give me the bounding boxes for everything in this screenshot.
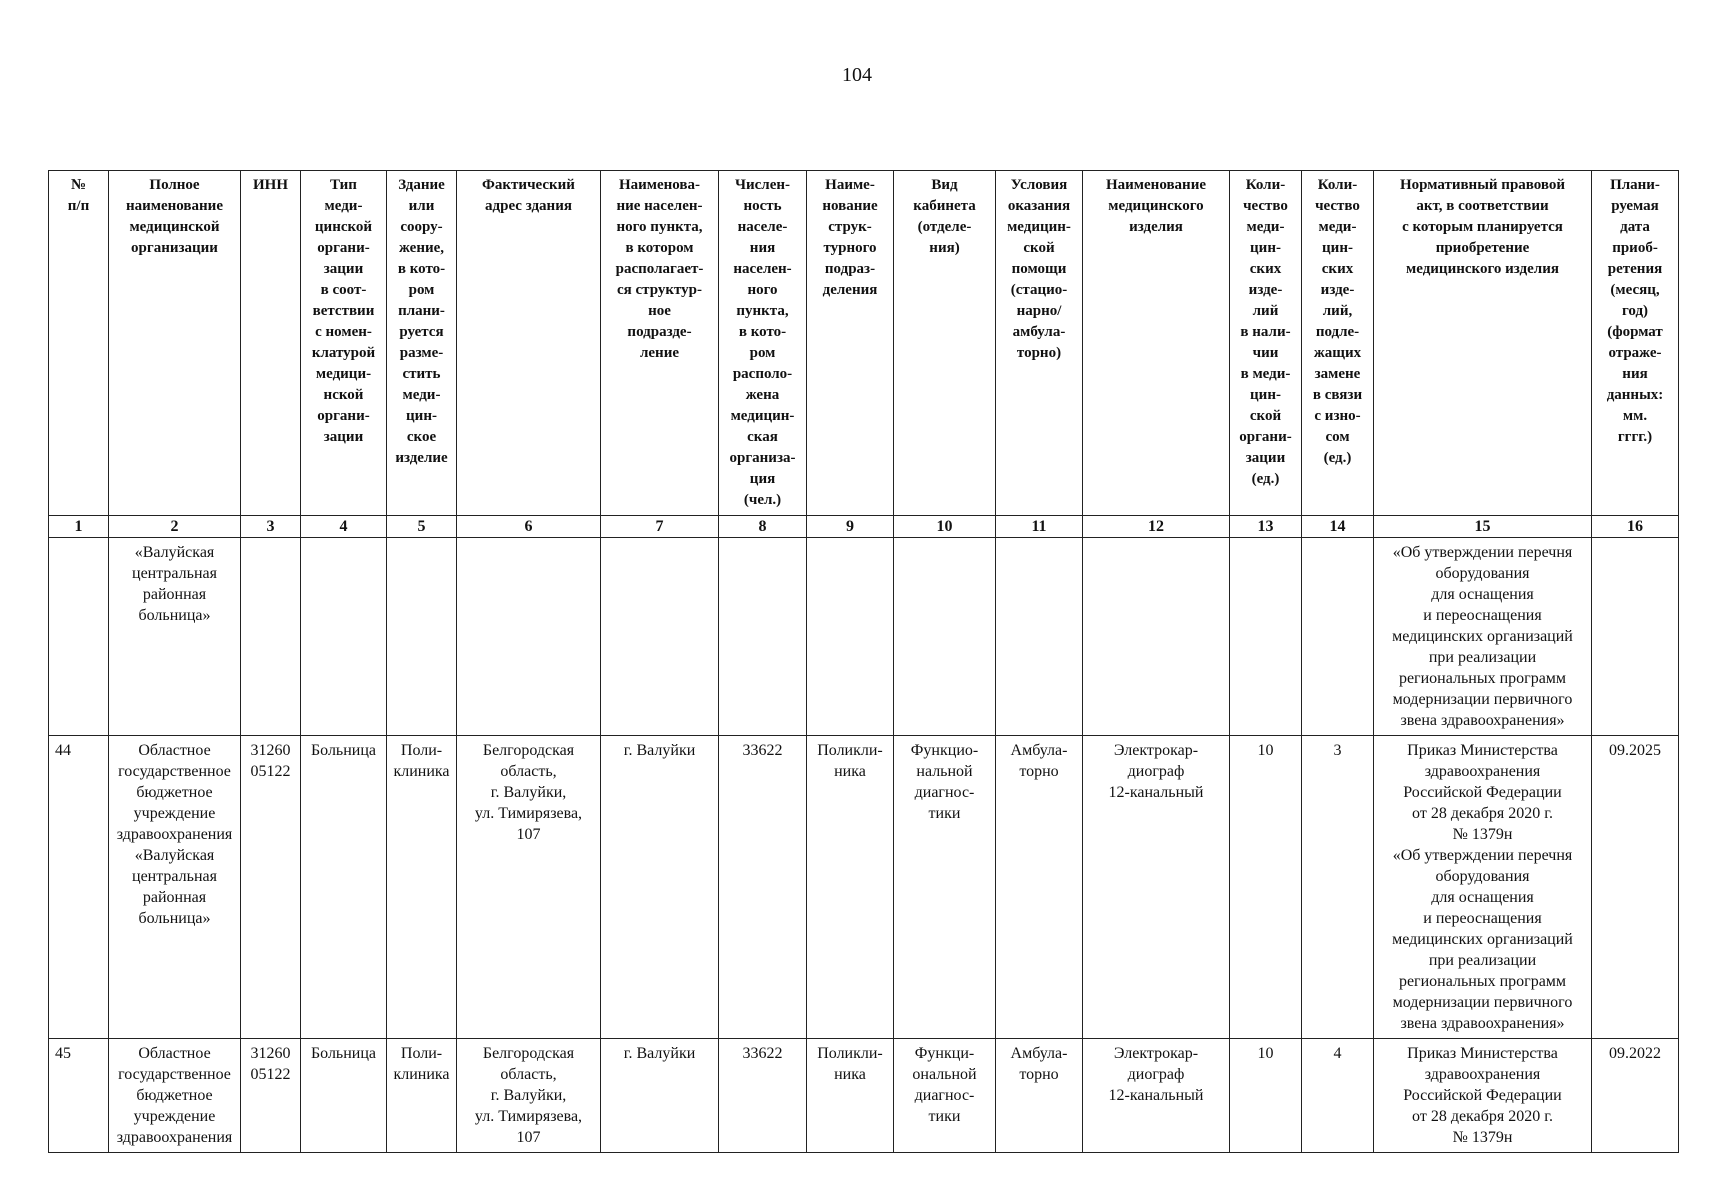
cell-legal-act: Приказ Министерства здравоохранения Российской Федерации от 28 декабря 2020 г. № 1379н — [1374, 1039, 1592, 1153]
column-number: 14 — [1302, 516, 1374, 538]
cell-inn — [241, 538, 301, 736]
column-number: 1 — [49, 516, 109, 538]
header-cell-org-name: Полное наименование медицинской организации — [109, 171, 241, 516]
page-number: 104 — [842, 64, 872, 86]
cell-org-name: Областное государственное бюджетное учреждение здравоохранения — [109, 1039, 241, 1153]
column-number: 7 — [601, 516, 719, 538]
header-cell-date: Плани- руемая дата приоб- ретения (месяц, год) (формат отраже- ния данных: мм. гггг.) — [1592, 171, 1679, 516]
header-cell-settlement: Наименова- ние населен- ного пункта, в котором располагает- ся структур- ное подразде- ление — [601, 171, 719, 516]
cell-settlement: г. Валуйки — [601, 736, 719, 1039]
cell-no: 44 — [49, 736, 109, 1039]
column-number: 9 — [807, 516, 894, 538]
cell-date: 09.2025 — [1592, 736, 1679, 1039]
column-number: 15 — [1374, 516, 1592, 538]
header-cell-legal-act: Нормативный правовой акт, в соответствии с которым планируется приобретение медицинского изделия — [1374, 171, 1592, 516]
cell-building: Поли- клиника — [387, 736, 457, 1039]
column-number: 8 — [719, 516, 807, 538]
cell-date: 09.2022 — [1592, 1039, 1679, 1153]
cell-device: Электрокар- диограф 12-канальный — [1083, 736, 1230, 1039]
column-number: 12 — [1083, 516, 1230, 538]
cell-population — [719, 538, 807, 736]
cell-conditions: Амбула- торно — [996, 1039, 1083, 1153]
cell-qty-available: 10 — [1230, 736, 1302, 1039]
cell-org-type — [301, 538, 387, 736]
cell-qty-replace: 3 — [1302, 736, 1374, 1039]
cell-qty-replace: 4 — [1302, 1039, 1374, 1153]
cell-conditions: Амбула- торно — [996, 736, 1083, 1039]
header-cell-device: Наименование медицинского изделия — [1083, 171, 1230, 516]
cell-address: Белгородская область, г. Валуйки, ул. Тимирязева, 107 — [457, 736, 601, 1039]
cell-address — [457, 538, 601, 736]
column-number: 3 — [241, 516, 301, 538]
cell-settlement — [601, 538, 719, 736]
header-cell-cabinet: Вид кабинета (отделе- ния) — [894, 171, 996, 516]
column-number: 5 — [387, 516, 457, 538]
header-cell-conditions: Условия оказания медицин- ской помощи (стацио- нарно/ амбула- торно) — [996, 171, 1083, 516]
cell-unit: Поликли- ника — [807, 1039, 894, 1153]
column-number: 2 — [109, 516, 241, 538]
cell-population: 33622 — [719, 736, 807, 1039]
cell-population: 33622 — [719, 1039, 807, 1153]
cell-org-type: Больница — [301, 736, 387, 1039]
column-number-row — [49, 516, 1679, 538]
header-cell-inn: ИНН — [241, 171, 301, 516]
cell-org-name: Областное государственное бюджетное учреждение здравоохранения «Валуйская центральная районная больница» — [109, 736, 241, 1039]
table-row — [49, 1039, 1679, 1153]
cell-qty-available: 10 — [1230, 1039, 1302, 1153]
equipment-table — [48, 170, 1679, 1153]
header-cell-qty-available: Коли- чество меди- цин- ских изде- лий в нали- чии в меди- цин- ской органи- зации (ед.) — [1230, 171, 1302, 516]
table-row — [49, 736, 1679, 1039]
cell-building: Поли- клиника — [387, 1039, 457, 1153]
header-cell-building: Здание или соору- жение, в кото- ром плани- руется разме- стить меди- цин- ское изделие — [387, 171, 457, 516]
header-cell-address: Фактический адрес здания — [457, 171, 601, 516]
cell-qty-replace — [1302, 538, 1374, 736]
column-number: 10 — [894, 516, 996, 538]
column-number: 4 — [301, 516, 387, 538]
header-cell-unit: Наиме- нование струк- турного подраз- деления — [807, 171, 894, 516]
column-number: 6 — [457, 516, 601, 538]
cell-inn: 31260 05122 — [241, 1039, 301, 1153]
header-cell-population: Числен- ность населе- ния населен- ного пункта, в кото- ром располо- жена медицин- ская организа- ция (чел.) — [719, 171, 807, 516]
header-cell-no: № п/п — [49, 171, 109, 516]
cell-legal-act: Приказ Министерства здравоохранения Российской Федерации от 28 декабря 2020 г. № 1379н «Об утверждении перечня оборудования для оснащения и переоснащения медицинских организаций при реализации региональных программ модернизации первичного звена здравоохранения» — [1374, 736, 1592, 1039]
cell-cabinet — [894, 538, 996, 736]
cell-no: 45 — [49, 1039, 109, 1153]
cell-building — [387, 538, 457, 736]
cell-device — [1083, 538, 1230, 736]
cell-cabinet: Функцио- нальной диагнос- тики — [894, 736, 996, 1039]
cell-inn: 31260 05122 — [241, 736, 301, 1039]
cell-org-name: «Валуйская центральная районная больница» — [109, 538, 241, 736]
cell-org-type: Больница — [301, 1039, 387, 1153]
header-cell-org-type: Тип меди- цинской органи- зации в соот- ветствии с номен- клатурой медици- нской органи- зации — [301, 171, 387, 516]
column-number: 16 — [1592, 516, 1679, 538]
cell-date — [1592, 538, 1679, 736]
column-number: 13 — [1230, 516, 1302, 538]
header-row — [49, 171, 1679, 516]
cell-cabinet: Функци- ональной диагнос- тики — [894, 1039, 996, 1153]
cell-settlement: г. Валуйки — [601, 1039, 719, 1153]
cell-conditions — [996, 538, 1083, 736]
cell-qty-available — [1230, 538, 1302, 736]
cell-legal-act: «Об утверждении перечня оборудования для оснащения и переоснащения медицинских организаций при реализации региональных программ модернизации первичного звена здравоохранения» — [1374, 538, 1592, 736]
cell-address: Белгородская область, г. Валуйки, ул. Тимирязева, 107 — [457, 1039, 601, 1153]
cell-no — [49, 538, 109, 736]
table-row — [49, 538, 1679, 736]
cell-device: Электрокар- диограф 12-канальный — [1083, 1039, 1230, 1153]
header-cell-qty-replace: Коли- чество меди- цин- ских изде- лий, подле- жащих замене в связи с изно- сом (ед.) — [1302, 171, 1374, 516]
cell-unit — [807, 538, 894, 736]
cell-unit: Поликли- ника — [807, 736, 894, 1039]
column-number: 11 — [996, 516, 1083, 538]
